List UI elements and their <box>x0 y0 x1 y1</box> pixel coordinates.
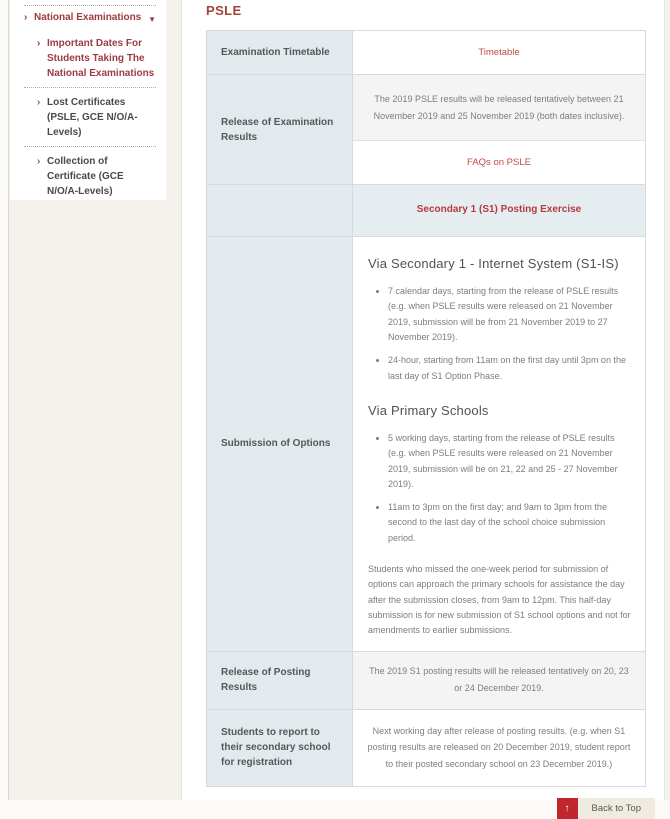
chevron-right-icon: › <box>37 38 41 49</box>
results-release-text: The 2019 PSLE results will be released tentatively between 21 November 2019 and 25 November 2019 (both dates inclusive). <box>353 75 645 140</box>
sidebar <box>10 0 166 200</box>
sidebar-item-important-dates[interactable] <box>37 36 156 81</box>
table-row-examination-timetable <box>207 31 645 74</box>
chevron-right-icon: › <box>37 97 41 108</box>
table-row-release-of-posting-results <box>207 651 645 709</box>
list-item: • 24-hour, starting from 11am on the first day until 3pm on the last day of S1 Option Phase. <box>388 353 635 384</box>
section-header-text: Secondary 1 (S1) Posting Exercise <box>416 204 582 216</box>
faqs-on-psle-link[interactable]: FAQs on PSLE <box>467 156 531 168</box>
row-label: Examination Timetable <box>207 31 353 74</box>
sidebar-item-lost-certificates[interactable] <box>37 95 156 140</box>
table-row-students-report <box>207 709 645 786</box>
row-value-cell <box>353 31 645 74</box>
page-title: PSLE <box>206 3 242 18</box>
sidebar-divider <box>24 5 156 6</box>
table-row-release-of-examination-results <box>207 74 645 184</box>
list-item: • 7 calendar days, starting from the release of PSLE results (e.g. when PSLE results were released on 21 November 2019, submission will be from 21 November 2019 to 27 November 2019). <box>388 284 635 345</box>
row-label: Submission of Options <box>207 237 353 651</box>
row-label-empty <box>207 185 353 236</box>
posting-results-text: The 2019 S1 posting results will be released tentatively on 20, 23 or 24 December 2019. <box>353 652 645 709</box>
table-row-submission-of-options <box>207 236 645 651</box>
sidebar-item-label: Collection of Certificate (GCE N/O/A-Levels) <box>47 156 124 197</box>
subsection-heading-s1-is: Via Secondary 1 - Internet System (S1-IS) <box>368 256 619 271</box>
faqs-cell <box>353 140 645 184</box>
list-item: • 5 working days, starting from the release of PSLE results (e.g. when PSLE results were released on 21 November 2019, submission will be on 21, 22 and 25 - 27 November 2019). <box>388 431 635 492</box>
back-to-top-button[interactable] <box>557 798 655 819</box>
sidebar-item-national-examinations[interactable] <box>24 10 156 27</box>
psle-info-table <box>206 30 646 787</box>
sidebar-divider <box>24 146 156 147</box>
s1-is-bullet-list <box>368 284 635 384</box>
row-label: Release of Examination Results <box>207 75 353 184</box>
row-label: Release of Posting Results <box>207 652 353 709</box>
list-item: • 11am to 3pm on the first day; and 9am to 3pm from the second to the last day of the school choice submission period. <box>388 500 635 546</box>
table-row-s1-posting-exercise-header <box>207 184 645 236</box>
primary-schools-bullet-list <box>368 431 635 546</box>
arrow-up-icon: ↑ <box>557 798 578 819</box>
chevron-right-icon: › <box>37 156 41 167</box>
sidebar-item-label: Important Dates For Students Taking The National Examinations <box>47 38 155 79</box>
sidebar-divider <box>24 87 156 88</box>
section-header-cell <box>353 185 645 236</box>
chevron-right-icon: › <box>24 12 28 23</box>
submission-options-content <box>353 237 645 651</box>
missed-period-note: Students who missed the one-week period for submission of options can approach the primary schools for assistance the day after the submission closes, from 9am to 12pm. This half-day submission is for new submission of S1 school options and not for amendments to earlier submissions. <box>368 564 631 636</box>
row-label: Students to report to their secondary school for registration <box>207 710 353 786</box>
chevron-down-icon[interactable]: ▼ <box>148 15 156 24</box>
back-to-top-label: Back to Top <box>578 798 655 819</box>
subsection-heading-primary-schools: Via Primary Schools <box>368 402 489 418</box>
sidebar-item-label: Lost Certificates (PSLE, GCE N/O/A-Levels) <box>47 97 138 138</box>
timetable-link[interactable]: Timetable <box>478 46 520 58</box>
sidebar-item-collection-of-certificate[interactable] <box>37 154 156 199</box>
sidebar-item-label: National Examinations <box>34 12 142 23</box>
students-report-text: Next working day after release of posting results. (e.g. when S1 posting results are released on 20 December 2019, student report to their posted secondary school on 23 December 2019.) <box>367 725 631 769</box>
main-content <box>181 0 665 814</box>
